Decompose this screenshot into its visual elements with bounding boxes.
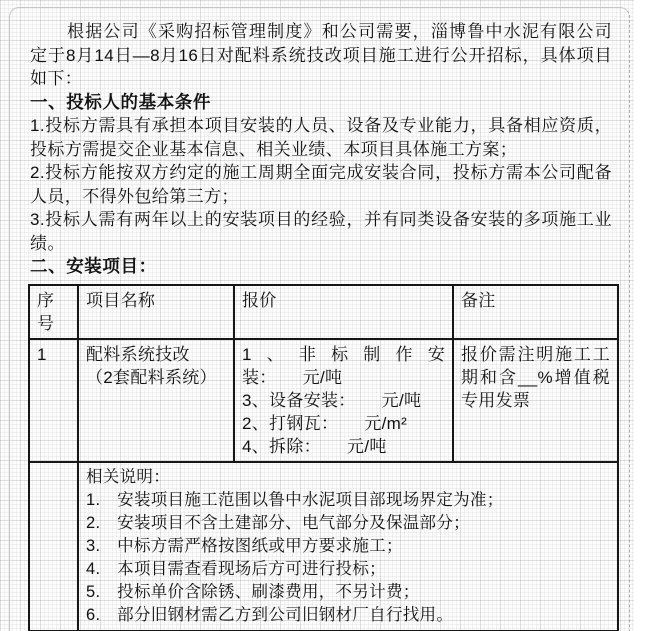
bidder-condition-item: [30, 161, 612, 208]
bidder-condition-item: [30, 114, 612, 161]
condition-line: 投标方需提交企业基本信息、相关业绩、本项目具体施工方案；: [30, 139, 518, 159]
quote-cell: [234, 339, 453, 462]
condition-line: 人员，不得外包给第三方；: [30, 186, 239, 206]
note-item: 4. 本项目需查看现场后方可进行投标；: [86, 559, 386, 578]
notes-row: [29, 462, 618, 631]
table-row: [29, 339, 618, 462]
quote-line: 装： 元/吨: [242, 367, 343, 387]
note-item: 6. 部分旧钢材需乙方到公司旧钢材厂自行找用。: [86, 605, 454, 624]
page-right-margin: [634, 0, 645, 631]
quote-line: 3、设备安装： 元/吨: [242, 390, 422, 410]
project-name-line: 配料系统技改: [86, 344, 190, 364]
condition-line: 1.投标方需具有承担本项目安装的人员、设备及专业能力，具备相应资质，: [30, 116, 612, 135]
intro-line: 定于8月14日—8月16日对配料系统技改项目施工进行公开招标，具体项目: [30, 45, 612, 65]
condition-line: 2.投标方能按双方约定的施工周期全面完成安装合同，投标方需本公司配备: [30, 163, 612, 182]
condition-line: 3.投标人需有两年以上的安装项目的经验，并有同类设备安装的多项施工业: [30, 210, 612, 229]
quote-line: 4、拆除： 元/吨: [242, 436, 387, 456]
header-remark: 备注: [453, 285, 618, 339]
project-name-cell: [78, 339, 234, 462]
project-name-line: （2套配料系统）: [86, 367, 217, 387]
intro-paragraph: [30, 20, 612, 91]
note-item: 3. 中标方需严格按图纸或甲方要求施工；: [86, 536, 403, 555]
section1-heading: 一、投标人的基本条件: [30, 91, 211, 112]
table-header-row: [29, 285, 618, 339]
serial-cell: 1: [29, 339, 78, 462]
notes-title: 相关说明：: [86, 467, 170, 486]
remark-cell: 报价需注明施工工期和含__%增值税专用发票: [453, 339, 618, 462]
header-serial: 序号: [29, 285, 78, 339]
intro-line: 如下：: [30, 69, 83, 88]
document-content: [30, 20, 612, 631]
notes-cell: [78, 462, 618, 631]
note-item: 5. 投标单价含除锈、刷漆费用，不另计费；: [86, 582, 420, 601]
header-project-name: 项目名称: [78, 285, 234, 339]
intro-line: 根据公司《采购招标管理制度》和公司需要，淄博鲁中水泥有限公司: [67, 22, 612, 41]
header-quote: 报价: [234, 285, 453, 339]
section2-heading: 二、安装项目：: [30, 256, 157, 276]
quote-line: 2、打钢瓦： 元/m²: [242, 413, 408, 433]
note-item: 1. 安装项目施工范围以鲁中水泥项目部现场界定为准；: [86, 490, 504, 509]
bidder-condition-item: [30, 208, 612, 255]
quote-line: 1、非标制作安: [242, 344, 445, 364]
install-projects-table: [28, 284, 619, 631]
condition-line: 绩。: [30, 233, 65, 253]
serial-empty-cell: [29, 462, 78, 631]
note-item: 2. 安装项目不含土建部分、电气部分及保温部分；: [86, 513, 470, 532]
